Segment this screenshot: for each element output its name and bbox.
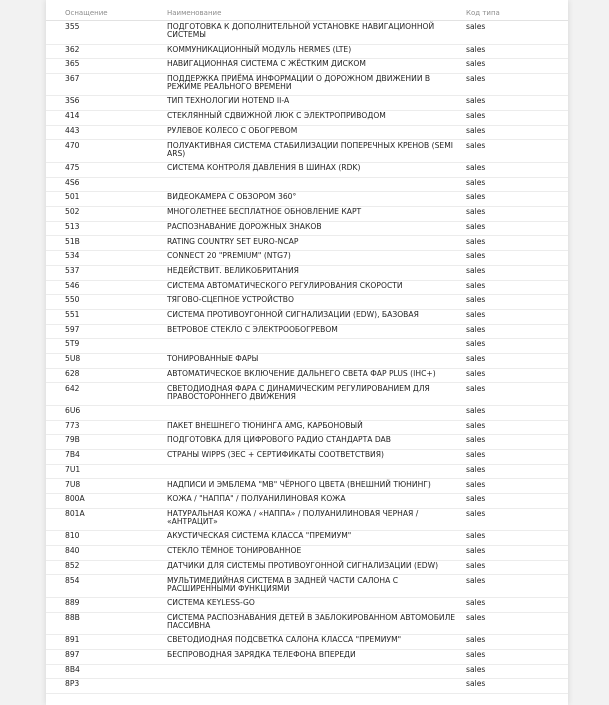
option-code: 854 [65, 575, 80, 585]
type-code: sales [466, 354, 486, 364]
option-name: КОММУНИКАЦИОННЫЙ МОДУЛЬ HERMES (LTE) [167, 44, 352, 54]
table-row [46, 265, 568, 281]
type-code: sales [466, 575, 486, 585]
options-table [46, 0, 568, 705]
table-row [46, 110, 568, 126]
option-code: 891 [65, 635, 80, 645]
table-row [46, 324, 568, 340]
option-name: RATING COUNTRY SET EURO-NCAP [167, 236, 299, 246]
table-row [46, 575, 568, 599]
option-name: ДАТЧИКИ ДЛЯ СИСТЕМЫ ПРОТИВОУГОННОЙ СИГНАЛИЗАЦИИ (EDW) [167, 560, 439, 570]
table-row [46, 250, 568, 266]
option-code: 642 [65, 383, 80, 393]
type-code: sales [466, 125, 486, 135]
option-code: 546 [65, 280, 80, 290]
table-row [46, 58, 568, 74]
type-code: sales [466, 406, 486, 415]
option-name: НЕДЕЙСТВИТ. ВЕЛИКОБРИТАНИЯ [167, 265, 299, 275]
option-code: 7U1 [65, 464, 81, 474]
table-row [46, 634, 568, 650]
table-row [46, 508, 568, 532]
table-row [46, 664, 568, 680]
table-row [46, 597, 568, 613]
table-row [46, 140, 568, 164]
option-name: СИСТЕМА КОНТРОЛЯ ДАВЛЕНИЯ В ШИНАХ (RDK) [167, 163, 361, 172]
option-code: 5U8 [65, 354, 81, 364]
type-code: sales [466, 598, 486, 607]
table-row [46, 383, 568, 407]
option-code: 470 [65, 140, 80, 150]
option-name: СИСТЕМА KEYLESS-GO [167, 598, 255, 607]
option-code: 501 [65, 192, 80, 202]
option-code: 502 [65, 207, 80, 217]
option-name: ПАКЕТ ВНЕШНЕГО ТЮНИНГА AMG, КАРБОНОВЫЙ [167, 420, 363, 430]
option-code: 550 [65, 295, 80, 305]
type-code: sales [466, 265, 486, 275]
type-code: sales [466, 251, 486, 261]
type-code: sales [466, 546, 486, 556]
type-code: sales [466, 280, 486, 290]
type-code: sales [466, 73, 486, 83]
type-code: sales [466, 420, 486, 430]
type-code: sales [466, 207, 486, 217]
option-code: 88B [65, 612, 80, 622]
table-row [46, 420, 568, 436]
table-row [46, 338, 568, 354]
type-code: sales [466, 339, 486, 349]
type-code: sales [466, 383, 486, 393]
option-name: СВЕТОДИОДНАЯ ПОДСВЕТКА САЛОНА КЛАССА "ПРЕМИУМ" [167, 635, 402, 645]
option-code: 4S6 [65, 177, 80, 187]
option-code: 597 [65, 324, 80, 334]
option-code: 800A [65, 494, 85, 504]
type-code: sales [466, 96, 486, 106]
type-code: sales [466, 324, 486, 334]
table-row [46, 449, 568, 465]
column-header-name: Наименование [167, 9, 222, 17]
table-row [46, 21, 568, 45]
type-code: sales [466, 163, 486, 172]
option-code: 443 [65, 125, 80, 135]
option-name: ПОДГОТОВКА ДЛЯ ЦИФРОВОГО РАДИО СТАНДАРТА DAB [167, 435, 391, 445]
option-code: 51B [65, 236, 80, 246]
option-name: СИСТЕМА ПРОТИВОУГОННОЙ СИГНАЛИЗАЦИИ (EDW), БАЗОВАЯ [167, 310, 419, 319]
column-header-code: Оснащение [65, 9, 108, 17]
option-code: 355 [65, 22, 80, 31]
table-row [46, 125, 568, 141]
option-code: 8P3 [65, 679, 80, 689]
option-name: СИСТЕМА РАСПОЗНАВАНИЯ ДЕТЕЙ В ЗАБЛОКИРОВАННОМ АВТОМОБИЛЕ ПАССИВНА [167, 612, 456, 631]
option-code: 551 [65, 310, 80, 319]
type-code: sales [466, 111, 486, 121]
option-name: АВТОМАТИЧЕСКОЕ ВКЛЮЧЕНИЕ ДАЛЬНЕГО СВЕТА ФАР PLUS (IHC+) [167, 368, 436, 378]
option-name: БЕСПРОВОДНАЯ ЗАРЯДКА ТЕЛЕФОНА ВПЕРЕДИ [167, 649, 356, 659]
option-name: СТЕКЛО ТЁМНОЕ ТОНИРОВАННОЕ [167, 546, 302, 556]
option-code: 513 [65, 221, 80, 231]
type-code: sales [466, 679, 486, 689]
option-name: МУЛЬТИМЕДИЙНАЯ СИСТЕМА В ЗАДНЕЙ ЧАСТИ САЛОНА С РАСШИРЕННЫМИ ФУНКЦИЯМИ [167, 575, 399, 593]
option-code: 628 [65, 368, 80, 378]
option-name: НАДПИСИ И ЭМБЛЕМА "MB" ЧЁРНОГО ЦВЕТА (ВНЕШНИЙ ТЮНИНГ) [167, 479, 431, 489]
table-row [46, 678, 568, 694]
option-code: 79B [65, 435, 80, 445]
option-name: СТЕКЛЯННЫЙ СДВИЖНОЙ ЛЮК С ЭЛЕКТРОПРИВОДОМ [167, 111, 386, 121]
option-code: 537 [65, 265, 80, 275]
table-row [46, 530, 568, 546]
option-name: ВЕТРОВОЕ СТЕКЛО С ЭЛЕКТРООБОГРЕВОМ [167, 324, 338, 334]
option-name: CONNECT 20 "PREMIUM" (NTG7) [167, 251, 291, 261]
option-code: 365 [65, 59, 80, 69]
option-code: 7U8 [65, 479, 81, 489]
table-row [46, 236, 568, 252]
option-name: ПОДДЕРЖКА ПРИЁМА ИНФОРМАЦИИ О ДОРОЖНОМ ДВИЖЕНИИ В РЕЖИМЕ РЕАЛЬНОГО ВРЕМЕНИ [167, 73, 431, 92]
option-code: 8B4 [65, 664, 80, 674]
type-code: sales [466, 464, 486, 474]
option-code: 362 [65, 44, 80, 54]
type-code: sales [466, 649, 486, 659]
table-row [46, 479, 568, 495]
option-name: НАВИГАЦИОННАЯ СИСТЕМА С ЖЁСТКИМ ДИСКОМ [167, 59, 366, 69]
type-code: sales [466, 664, 486, 674]
option-code: 5T9 [65, 339, 80, 349]
table-row [46, 464, 568, 480]
table-row [46, 177, 568, 193]
type-code: sales [466, 612, 486, 622]
type-code: sales [466, 59, 486, 69]
option-code: 840 [65, 546, 80, 556]
table-row [46, 73, 568, 97]
table-row [46, 405, 568, 421]
type-code: sales [466, 177, 486, 187]
table-row [46, 560, 568, 576]
type-code: sales [466, 435, 486, 445]
table-row [46, 221, 568, 237]
table-row [46, 353, 568, 369]
option-code: 3S6 [65, 96, 80, 106]
type-code: sales [466, 140, 486, 150]
table-row [46, 162, 568, 178]
table-row [46, 434, 568, 450]
table-row [46, 649, 568, 665]
table-row [46, 280, 568, 296]
option-name: ТИП ТЕХНОЛОГИИ HOTEND II-A [167, 96, 290, 106]
option-code: 475 [65, 163, 80, 172]
option-name: СВЕТОДИОДНАЯ ФАРА С ДИНАМИЧЕСКИМ РЕГУЛИРОВАНИЕМ ДЛЯ ПРАВОСТОРОННЕГО ДВИЖЕНИЯ [167, 383, 430, 401]
option-name: СТРАНЫ WIPPS (ЗЕС + СЕРТИФИКАТЫ СООТВЕТСТВИЯ) [167, 450, 384, 460]
table-row [46, 294, 568, 310]
option-name: КОЖА / "НАППА" / ПОЛУАНИЛИНОВАЯ КОЖА [167, 494, 346, 504]
table-row [46, 493, 568, 509]
option-name: РУЛЕВОЕ КОЛЕСО С ОБОГРЕВОМ [167, 125, 298, 135]
table-row [46, 191, 568, 207]
type-code: sales [466, 310, 486, 319]
table-row [46, 545, 568, 561]
option-code: 801A [65, 508, 85, 518]
option-name: АКУСТИЧЕСКАЯ СИСТЕМА КЛАССА "ПРЕМИУМ" [167, 531, 352, 541]
type-code: sales [466, 635, 486, 645]
option-code: 773 [65, 420, 80, 430]
type-code: sales [466, 192, 486, 202]
option-name: РАСПОЗНАВАНИЕ ДОРОЖНЫХ ЗНАКОВ [167, 221, 322, 231]
table-row [46, 206, 568, 222]
type-code: sales [466, 44, 486, 54]
option-name: НАТУРАЛЬНАЯ КОЖА / «НАППА» / ПОЛУАНИЛИНОВАЯ ЧЕРНАЯ / «АНТРАЦИТ» [167, 508, 419, 527]
option-name: ВИДЕОКАМЕРА С ОБЗОРОМ 360° [167, 192, 297, 202]
option-code: 414 [65, 111, 80, 121]
table-row [46, 44, 568, 60]
option-code: 889 [65, 598, 80, 607]
type-code: sales [466, 508, 486, 518]
option-code: 897 [65, 649, 80, 659]
option-code: 810 [65, 531, 80, 541]
column-header-type: Код типа [466, 9, 500, 17]
type-code: sales [466, 494, 486, 504]
table-row [46, 612, 568, 636]
type-code: sales [466, 450, 486, 460]
option-name: СИСТЕМА АВТОМАТИЧЕСКОГО РЕГУЛИРОВАНИЯ СКОРОСТИ [167, 280, 403, 290]
type-code: sales [466, 368, 486, 378]
option-name: ТОНИРОВАННЫЕ ФАРЫ [167, 354, 259, 364]
type-code: sales [466, 236, 486, 246]
table-row [46, 309, 568, 325]
type-code: sales [466, 531, 486, 541]
option-code: 6U6 [65, 406, 81, 415]
option-name: МНОГОЛЕТНЕЕ БЕСПЛАТНОЕ ОБНОВЛЕНИЕ КАРТ [167, 207, 362, 217]
type-code: sales [466, 295, 486, 305]
option-code: 367 [65, 73, 80, 83]
table-row [46, 368, 568, 384]
option-code: 852 [65, 560, 80, 570]
type-code: sales [466, 479, 486, 489]
option-code: 7B4 [65, 450, 80, 460]
type-code: sales [466, 22, 486, 31]
type-code: sales [466, 560, 486, 570]
option-code: 534 [65, 251, 80, 261]
table-row [46, 95, 568, 111]
option-name: ПОЛУАКТИВНАЯ СИСТЕМА СТАБИЛИЗАЦИИ ПОПЕРЕЧНЫХ КРЕНОВ (SEMI ARS) [167, 140, 454, 158]
option-name: ПОДГОТОВКА К ДОПОЛНИТЕЛЬНОЙ УСТАНОВКЕ НАВИГАЦИОННОЙ СИСТЕМЫ [167, 22, 435, 40]
table-header [46, 0, 568, 21]
type-code: sales [466, 221, 486, 231]
option-name: ТЯГОВО-СЦЕПНОЕ УСТРОЙСТВО [167, 295, 294, 305]
